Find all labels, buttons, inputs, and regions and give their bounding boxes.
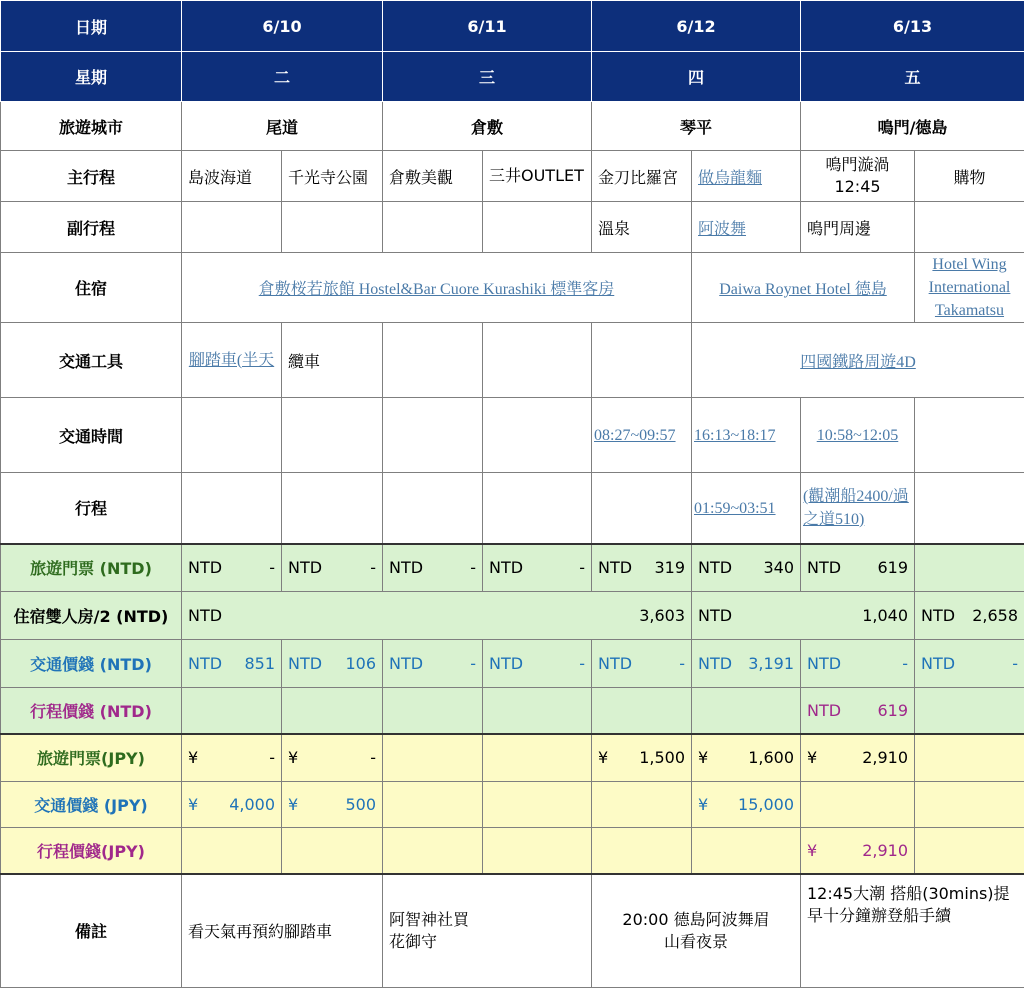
city-label: 旅遊城市 — [1, 102, 182, 151]
empty-cell — [383, 398, 483, 473]
ntd-tickets-cell: NTD - — [483, 544, 592, 592]
main-itinerary-link[interactable]: 做烏龍麵 — [698, 170, 762, 187]
main-itinerary-cell: 倉敷美觀 — [383, 151, 483, 202]
date-label: 日期 — [1, 1, 182, 52]
transport-time-link[interactable]: 16:13~18:17 — [694, 427, 776, 444]
ntd-transport-cell: NTD - — [483, 640, 592, 688]
transport-time-cell[interactable] — [592, 398, 692, 473]
ntd-transport-cell: NTD 3,191 — [692, 640, 801, 688]
empty-cell — [282, 688, 383, 734]
date-2: 6/11 — [383, 1, 592, 52]
schedule-cell[interactable] — [801, 473, 915, 544]
transport-row — [1, 323, 1024, 398]
notes-cell: 12:45大潮 搭船(30mins)提早十分鐘辦登船手續 — [801, 874, 1024, 988]
ntd-tickets-cell: NTD - — [282, 544, 383, 592]
notes-label: 備註 — [1, 874, 182, 988]
city-1: 尾道 — [182, 102, 383, 151]
jpy-tickets-cell: ¥ 1,600 — [692, 734, 801, 782]
weekday-1: 二 — [182, 52, 383, 102]
jpy-transport-cell: ¥ 4,000 — [182, 782, 282, 828]
transport-time-row — [1, 398, 1024, 473]
main-itinerary-cell: 三井OUTLET — [483, 151, 592, 202]
jpy-tickets-cell: ¥ 2,910 — [801, 734, 915, 782]
empty-cell — [383, 202, 483, 253]
lodging-cell[interactable] — [692, 253, 915, 323]
ntd-transport-cell: NTD - — [801, 640, 915, 688]
main-itinerary-cell[interactable] — [692, 151, 801, 202]
notes-cell: 20:00 德島阿波舞眉山看夜景 — [592, 874, 801, 988]
ntd-tickets-cell: NTD 319 — [592, 544, 692, 592]
empty-cell — [383, 828, 483, 874]
sub-itinerary-cell: 鳴門周邊 — [801, 202, 915, 253]
empty-cell — [592, 782, 692, 828]
ntd-transport-cell: NTD 851 — [182, 640, 282, 688]
empty-cell — [592, 688, 692, 734]
empty-cell — [592, 828, 692, 874]
sub-itinerary-cell: 溫泉 — [592, 202, 692, 253]
lodging-link[interactable]: 倉敷桜若旅館 Hostel&Bar Cuore Kurashiki 標準客房 — [259, 281, 615, 298]
empty-cell — [383, 473, 483, 544]
jpy-schedule-label: 行程價錢(JPY) — [1, 828, 182, 874]
ntd-tickets-row — [1, 544, 1024, 592]
ntd-room-label: 住宿雙人房/2 (NTD) — [1, 592, 182, 640]
ntd-room-row — [1, 592, 1024, 640]
main-itinerary-cell: 島波海道 — [182, 151, 282, 202]
empty-cell — [483, 828, 592, 874]
transport-link[interactable]: 四國鐵路周遊4D — [800, 354, 916, 371]
empty-cell — [692, 688, 801, 734]
ntd-transport-cell: NTD 106 — [282, 640, 383, 688]
lodging-row — [1, 253, 1024, 323]
city-2: 倉敷 — [383, 102, 592, 151]
date-3: 6/12 — [592, 1, 801, 52]
jpy-tickets-row — [1, 734, 1024, 782]
empty-cell — [592, 473, 692, 544]
date-row — [1, 1, 1024, 52]
jpy-transport-cell: ¥ 500 — [282, 782, 383, 828]
schedule-label: 行程 — [1, 473, 182, 544]
empty-cell — [801, 782, 915, 828]
empty-cell — [483, 688, 592, 734]
main-itinerary-row — [1, 151, 1024, 202]
empty-cell — [915, 473, 1024, 544]
ntd-transport-label: 交通價錢 (NTD) — [1, 640, 182, 688]
ntd-schedule-label: 行程價錢 (NTD) — [1, 688, 182, 734]
ntd-transport-cell: NTD - — [383, 640, 483, 688]
date-1: 6/10 — [182, 1, 383, 52]
empty-cell — [282, 473, 383, 544]
city-3: 琴平 — [592, 102, 801, 151]
sub-itinerary-link[interactable]: 阿波舞 — [698, 221, 746, 238]
empty-cell — [383, 734, 483, 782]
schedule-row — [1, 473, 1024, 544]
lodging-cell[interactable] — [182, 253, 692, 323]
empty-cell — [182, 398, 282, 473]
weekday-3: 四 — [592, 52, 801, 102]
ntd-tickets-cell: NTD 619 — [801, 544, 915, 592]
main-itinerary-cell: 購物 — [915, 151, 1024, 202]
empty-cell — [692, 828, 801, 874]
main-itinerary-cell: 金刀比羅宮 — [592, 151, 692, 202]
transport-link[interactable]: 腳踏車(半天 — [189, 352, 274, 369]
empty-cell — [483, 323, 592, 398]
jpy-transport-row — [1, 782, 1024, 828]
empty-cell — [282, 828, 383, 874]
schedule-cell[interactable] — [692, 473, 801, 544]
empty-cell — [282, 398, 383, 473]
weekday-2: 三 — [383, 52, 592, 102]
main-itinerary-label: 主行程 — [1, 151, 182, 202]
jpy-transport-label: 交通價錢 (JPY) — [1, 782, 182, 828]
ntd-transport-cell: NTD - — [915, 640, 1024, 688]
empty-cell — [915, 828, 1024, 874]
empty-cell — [383, 323, 483, 398]
sub-itinerary-cell[interactable] — [692, 202, 801, 253]
ntd-transport-cell: NTD - — [592, 640, 692, 688]
empty-cell — [182, 473, 282, 544]
lodging-link[interactable]: Hotel Wing International Takamatsu — [929, 256, 1011, 319]
empty-cell — [915, 398, 1024, 473]
ntd-schedule-cell: NTD 619 — [801, 688, 915, 734]
ntd-tickets-cell: NTD 340 — [692, 544, 801, 592]
empty-cell — [383, 782, 483, 828]
empty-cell — [483, 202, 592, 253]
empty-cell — [483, 398, 592, 473]
jpy-tickets-cell: ¥ - — [182, 734, 282, 782]
ntd-tickets-label: 旅遊門票 (NTD) — [1, 544, 182, 592]
empty-cell — [915, 688, 1024, 734]
date-4: 6/13 — [801, 1, 1024, 52]
transport-time-link[interactable]: 08:27~09:57 — [594, 427, 676, 444]
transport-time-link[interactable]: 10:58~12:05 — [817, 427, 899, 444]
transport-time-cell[interactable] — [801, 398, 915, 473]
schedule-link[interactable]: 01:59~03:51 — [694, 500, 776, 517]
empty-cell — [182, 202, 282, 253]
weekday-4: 五 — [801, 52, 1024, 102]
empty-cell — [282, 202, 383, 253]
schedule-link[interactable]: (觀潮船2400/過之道510) — [803, 488, 909, 528]
transport-cell[interactable] — [182, 323, 282, 398]
sub-itinerary-row — [1, 202, 1024, 253]
main-itinerary-cell: 千光寺公園 — [282, 151, 383, 202]
empty-cell — [915, 734, 1024, 782]
empty-cell — [915, 782, 1024, 828]
city-row — [1, 102, 1024, 151]
weekday-label: 星期 — [1, 52, 182, 102]
weekday-row — [1, 52, 1024, 102]
empty-cell — [182, 688, 282, 734]
transport-time-label: 交通時間 — [1, 398, 182, 473]
jpy-transport-cell: ¥ 15,000 — [692, 782, 801, 828]
empty-cell — [592, 323, 692, 398]
jpy-tickets-label: 旅遊門票(JPY) — [1, 734, 182, 782]
jpy-tickets-cell: ¥ - — [282, 734, 383, 782]
jpy-schedule-cell: ¥ 2,910 — [801, 828, 915, 874]
main-itinerary-cell: 鳴門漩渦 12:45 — [801, 151, 915, 202]
empty-cell — [483, 734, 592, 782]
empty-cell — [182, 828, 282, 874]
ntd-transport-row — [1, 640, 1024, 688]
sub-itinerary-label: 副行程 — [1, 202, 182, 253]
notes-row — [1, 874, 1024, 988]
ntd-schedule-row — [1, 688, 1024, 734]
ntd-room-cell: NTD 1,040 — [692, 592, 915, 640]
city-4: 鳴門/德島 — [801, 102, 1024, 151]
empty-cell — [483, 473, 592, 544]
notes-cell: 阿智神社買花御守 — [383, 874, 592, 988]
transport-cell[interactable] — [692, 323, 1024, 398]
ntd-tickets-cell: NTD - — [383, 544, 483, 592]
ntd-room-cell: NTD 3,603 — [182, 592, 692, 640]
lodging-link[interactable]: Daiwa Roynet Hotel 德島 — [719, 281, 887, 298]
jpy-tickets-cell: ¥ 1,500 — [592, 734, 692, 782]
empty-cell — [915, 202, 1024, 253]
jpy-schedule-row — [1, 828, 1024, 874]
empty-cell — [915, 544, 1024, 592]
empty-cell — [383, 688, 483, 734]
notes-cell: 看天氣再預約腳踏車 — [182, 874, 383, 988]
lodging-cell[interactable] — [915, 253, 1024, 323]
lodging-label: 住宿 — [1, 253, 182, 323]
transport-time-cell[interactable] — [692, 398, 801, 473]
ntd-room-cell: NTD 2,658 — [915, 592, 1024, 640]
transport-cell: 纜車 — [282, 323, 383, 398]
ntd-tickets-cell: NTD - — [182, 544, 282, 592]
transport-label: 交通工具 — [1, 323, 182, 398]
empty-cell — [483, 782, 592, 828]
